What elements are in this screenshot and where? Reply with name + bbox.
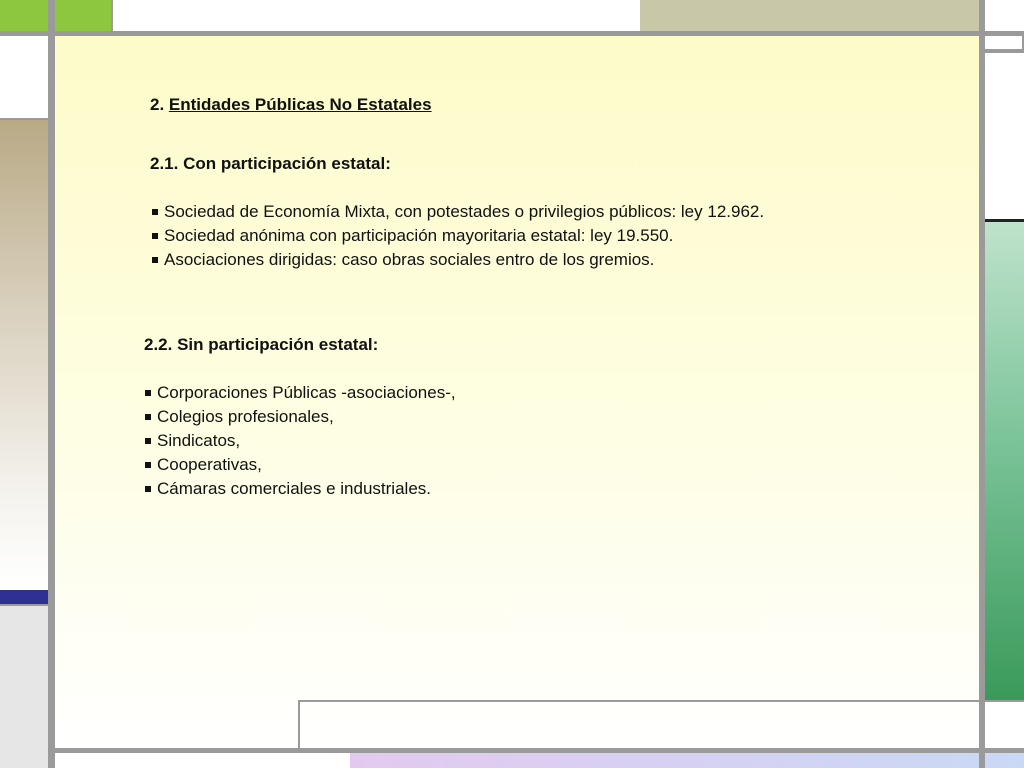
subsection-1-list xyxy=(152,200,764,272)
square-bullet-icon xyxy=(145,438,151,444)
list-item: Sindicatos, xyxy=(145,429,456,453)
list-item: Asociaciones dirigidas: caso obras sociales entro de los gremios. xyxy=(152,248,764,272)
subsection-1-title: 2.1. Con participación estatal: xyxy=(150,154,391,173)
list-item: Cámaras comerciales e industriales. xyxy=(145,477,456,501)
subsection-2-list xyxy=(145,381,456,501)
square-bullet-icon xyxy=(145,390,151,396)
list-item: Colegios profesionales, xyxy=(145,405,456,429)
section-heading-text: Entidades Públicas No Estatales xyxy=(168,95,432,114)
square-bullet-icon xyxy=(152,257,158,263)
square-bullet-icon xyxy=(152,209,158,215)
list-item: Sociedad de Economía Mixta, con potestades o privilegios públicos: ley 12.962. xyxy=(152,200,764,224)
list-item: Cooperativas, xyxy=(145,453,456,477)
section-heading-number: 2. xyxy=(150,95,165,114)
square-bullet-icon xyxy=(145,486,151,492)
square-bullet-icon xyxy=(152,233,158,239)
square-bullet-icon xyxy=(145,414,151,420)
list-item: Sociedad anónima con participación mayoritaria estatal: ley 19.550. xyxy=(152,224,764,248)
section-heading xyxy=(150,95,432,115)
square-bullet-icon xyxy=(145,462,151,468)
subsection-2-title: 2.2. Sin participación estatal: xyxy=(144,335,379,354)
list-item: Corporaciones Públicas -asociaciones-, xyxy=(145,381,456,405)
